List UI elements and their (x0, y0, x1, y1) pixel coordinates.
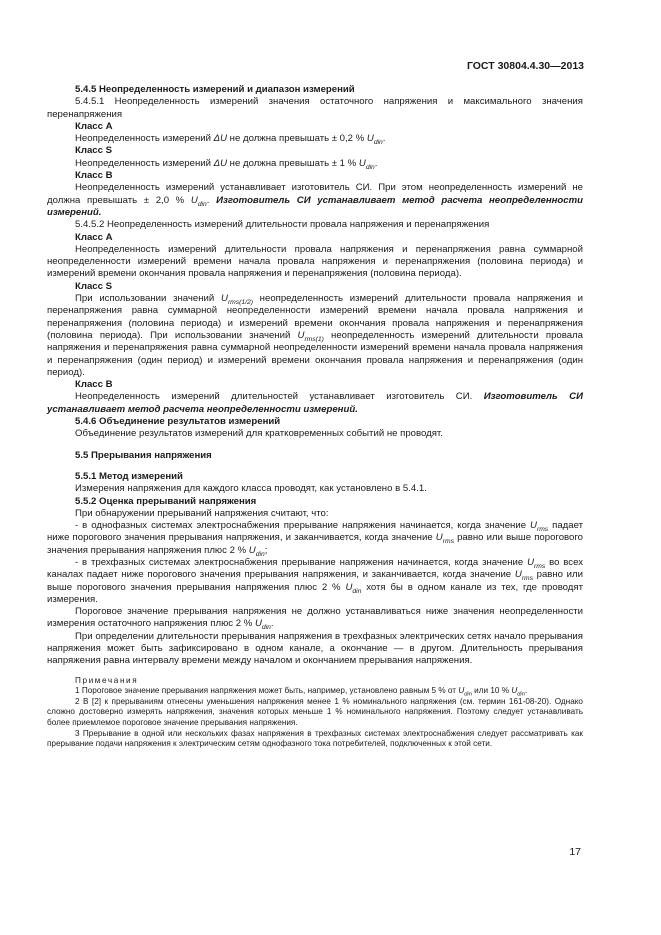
class-a-label: Класс А (75, 120, 113, 132)
class-s-label: Класс S (75, 145, 113, 157)
note-1: 1 Пороговое значение прерывания напряжения может быть, например, установлено равным 5 % от $U_{din}$ или 10 % $U_{din}$. (75, 686, 528, 698)
class-s2-text: При использовании значений $U_{rms(1/2)}$ неопределенность измерений длительности провала напряжения и перенапряжения равна суммарной неопределенности измерений времени начала провала напряжения и перенапряжения (половина периода) и измерений времени окончания провала напряжения и перенапряжения (половина периода). При использовании значений $U_{rms(1)}$ неопределенность измерений длительности провала напряжения и перенапряжения равна суммарной неопределенности измерений времени начала провала напряжения и перенапряжения (один период) и измерений времени окончания провала напряжения и перенапряжения (один период). (47, 293, 583, 378)
class-b2-label: Класс В (75, 379, 113, 391)
paragraph-5-4-5-1: 5.4.5.1 Неопределенность измерений значения остаточного напряжения и максимального значения перенапряжения (47, 96, 583, 120)
class-b2-text: Неопределенность измерений длительностей устанавливает изготовитель СИ. Изготовитель СИ устанавливает метод расчета неопределенности измерений. (47, 391, 583, 415)
page-number: 17 (569, 846, 581, 858)
document-body (47, 84, 583, 750)
section-5-4-5-title: 5.4.5 Неопределенность измерений и диапазон измерений (75, 84, 355, 95)
paragraph-5-4-5-2: 5.4.5.2 Неопределенность измерений длительности провала напряжения и перенапряжения (75, 219, 490, 231)
section-5-5-title: 5.5 Прерывания напряжения (75, 449, 212, 461)
class-s2-label: Класс S (75, 280, 113, 292)
class-a2-label: Класс А (75, 231, 113, 243)
threshold-paragraph: Пороговое значение прерывания напряжения не должно устанавливаться ниже значения неопределенности измерения остаточного напряжения плюс 2 % $U_{din}$. (47, 606, 583, 632)
note-2: 2 В [2] к прерываниям отнесены уменьшения напряжения менее 1 % номинального напряжения (см. термин 161-08-20). Однако сложно достоверно измерять напряжения, значения которых меньше 1 % номинального напряжения. Поэтому следует устанавливать более приемлемое пороговое значение прерывания напряжения. (47, 696, 583, 728)
class-b-text: Неопределенность измерений устанавливает изготовитель СИ. При этом неопределенность измерений не должна превышать ± 2,0 % $U_{din}$. Изготовитель СИ устанавливает метод расчета неопределенности измерений. (47, 182, 583, 218)
duration-paragraph: При определении длительности прерывания напряжения в трехфазных электрических сетях начало прерывания напряжения может быть зафиксировано в одном канале, а окончание — в другом. Длительность прерывания напряжения равна интервалу времени между началом и окончанием прерывания напряжения. (47, 630, 583, 667)
list-item-three-phase: - в трехфазных системах электроснабжения прерывание напряжения начинается, когда значение $U_{rms}$ во всех каналах падает ниже порогового значения прерывания напряжения, и заканчивается, когда значение $U_{rms}$ равно или выше порогового значения прерывания напряжения плюс 2 % $U_{din}$ хотя бы в одном канале из тех, где проводят измерения. (47, 556, 583, 605)
class-s-text: Неопределенность измерений ΔU не должна превышать ± 1 % $U_{din}$. (75, 157, 378, 171)
notes-block (47, 676, 583, 750)
section-5-4-6-title: 5.4.6 Объединение результатов измерений (75, 416, 281, 428)
class-a-text: Неопределенность измерений ΔU не должна превышать ± 0,2 % $U_{din}$. (75, 133, 386, 147)
class-b-label: Класс В (75, 170, 113, 182)
section-5-5-1-title: 5.5.1 Метод измерений (75, 470, 183, 482)
document-id: ГОСТ 30804.4.30—2013 (466, 60, 584, 72)
section-5-5-1-text: Измерения напряжения для каждого класса проводят, как установлено в 5.4.1. (75, 483, 427, 495)
section-5-5-2-intro: При обнаружении прерываний напряжения считают, что: (75, 507, 329, 519)
notes-header: Примечания (75, 675, 139, 685)
section-5-5-2-title: 5.5.2 Оценка прерываний напряжения (75, 495, 257, 507)
section-5-4-6-text: Объединение результатов измерений для кратковременных событий не проводят. (75, 428, 443, 440)
note-3: 3 Прерывание в одной или нескольких фазах напряжения в трехфазных системах электроснабжения следует рассматривать как прерывание подачи напряжения к электрическим сетям однофазного тока потребителей, подключенных к этой сети. (47, 728, 583, 749)
list-item-single-phase: - в однофазных системах электроснабжения прерывание напряжения начинается, когда значение $U_{rms}$ падает ниже порогового значения прерывания напряжения, и заканчивается, когда значение $U_{rms}$ равно или выше порогового значения прерывания напряжения плюс 2 % $U_{din}$; (47, 520, 584, 558)
class-a2-text: Неопределенность измерений длительности провала напряжения и перенапряжения равна суммарной неопределенности измерений времени начала провала напряжения и перенапряжения (половина периода) и измерений времени окончания провала напряжения и перенапряжения (половина периода). (47, 243, 583, 280)
